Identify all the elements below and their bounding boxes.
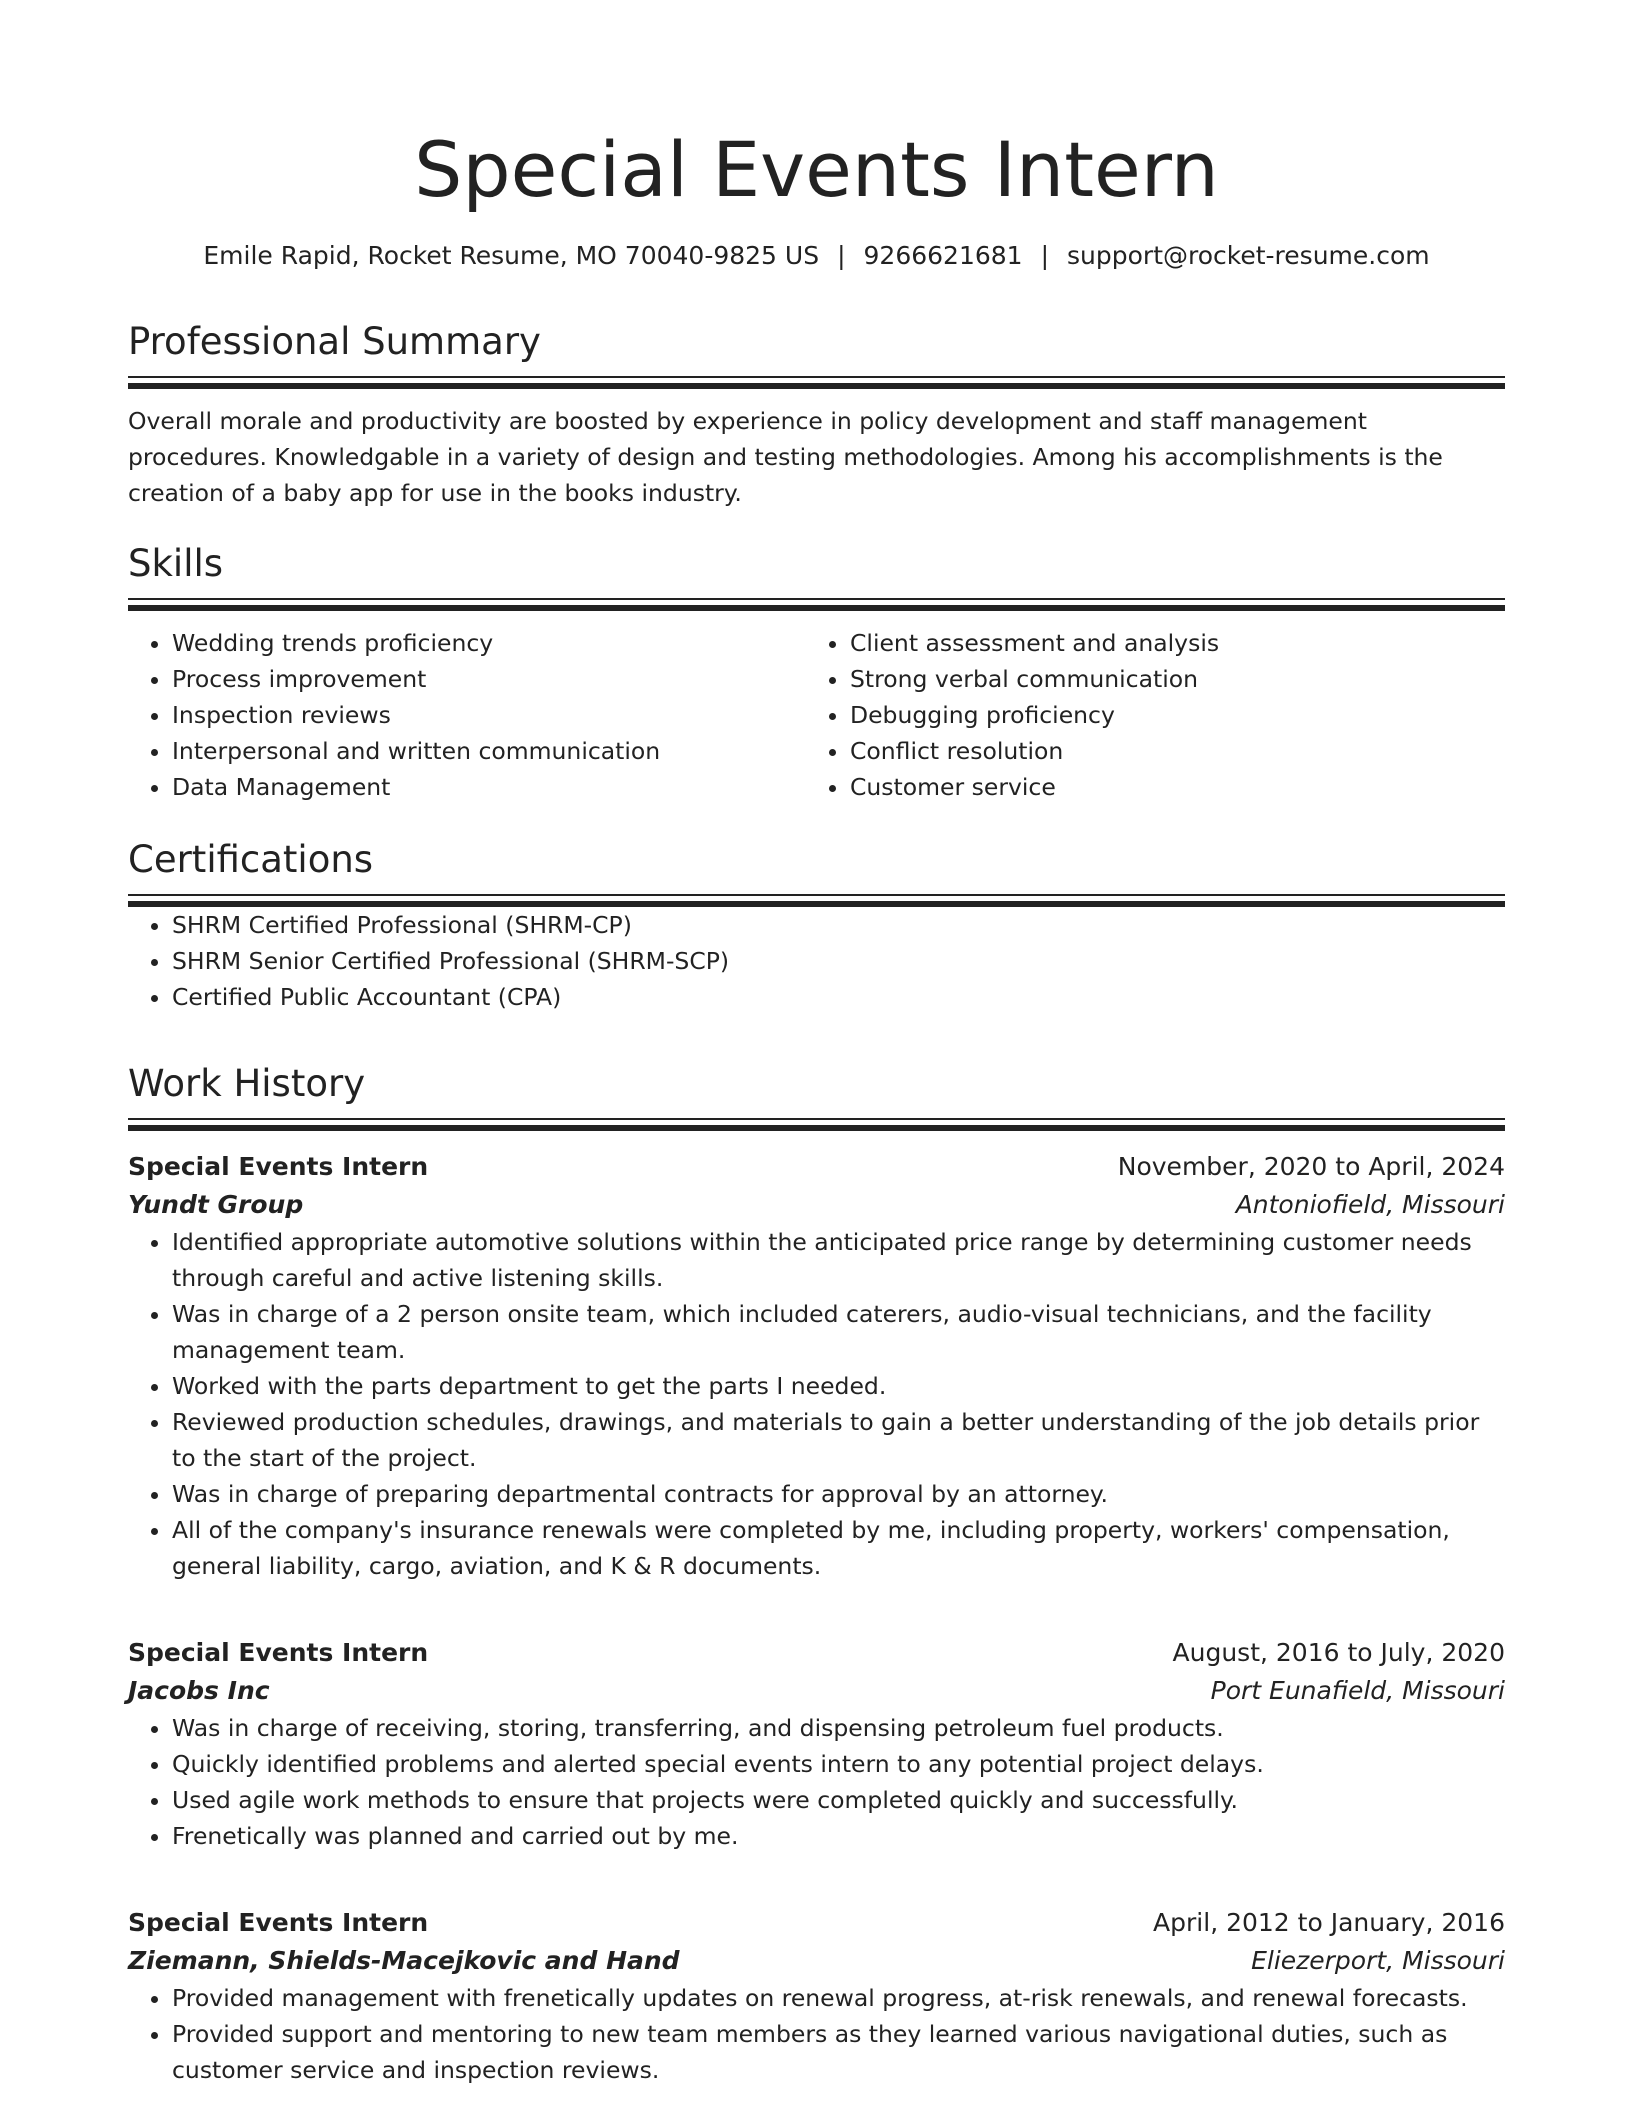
job-company-row xyxy=(128,1672,1505,1710)
contact-address: Emile Rapid, Rocket Resume, MO 70040-9825 US xyxy=(203,241,820,270)
job-company: Jacobs Inc xyxy=(128,1676,270,1705)
heading-rule-thick xyxy=(128,605,1505,611)
skills-column-right xyxy=(806,625,1484,805)
job-duty-item: • All of the company's insurance renewals were completed by me, including property, workers' compensation, general liability, cargo, aviation, and K & R documents. xyxy=(172,1512,1505,1584)
skill-item: • Customer service xyxy=(850,769,1484,805)
job-company-row xyxy=(128,1942,1505,1980)
skill-item: • Conflict resolution xyxy=(850,733,1484,769)
skills-list-right xyxy=(806,625,1484,805)
heading-rule xyxy=(128,376,1505,378)
heading-rule xyxy=(128,598,1505,600)
job-header-row xyxy=(128,1904,1505,1942)
section-heading: Professional Summary xyxy=(128,320,541,363)
job-duty-item: • Provided support and mentoring to new team members as they learned various navigational duties, such as customer service and inspection reviews. xyxy=(172,2016,1505,2088)
job-duty-item: • Reviewed production schedules, drawings, and materials to gain a better understanding of the job details prior to the start of the project. xyxy=(172,1404,1505,1476)
heading-rule xyxy=(128,1118,1505,1120)
certification-item: • SHRM Certified Professional (SHRM-CP) xyxy=(172,907,1505,943)
skill-item: • Interpersonal and written communication xyxy=(172,733,806,769)
job-duty-item: • Identified appropriate automotive solutions within the anticipated price range by determining customer needs through careful and active listening skills. xyxy=(172,1224,1505,1296)
skill-item: • Inspection reviews xyxy=(172,697,806,733)
job-duties-list xyxy=(128,1980,1505,2088)
contact-phone: 9266621681 xyxy=(863,241,1023,270)
job-duty-item: • Used agile work methods to ensure that projects were completed quickly and successfully. xyxy=(172,1782,1505,1818)
job-entry xyxy=(128,1148,1505,1584)
job-location: Port Eunafield, Missouri xyxy=(1210,1676,1505,1705)
section-heading: Certifications xyxy=(128,838,374,881)
job-title: Special Events Intern xyxy=(128,1152,429,1181)
work-history-section xyxy=(128,1058,1505,1131)
skill-item: • Debugging proficiency xyxy=(850,697,1484,733)
summary-text: Overall morale and productivity are boosted by experience in policy development and staff management procedures. Knowledgable in a variety of design and testing methodologies. Among his accomplishments is the creation of a baby app for use in the books industry. xyxy=(128,407,1443,507)
skill-item: • Process improvement xyxy=(172,661,806,697)
job-header-row xyxy=(128,1148,1505,1186)
skill-item: • Strong verbal communication xyxy=(850,661,1484,697)
job-company: Ziemann, Shields-Macejkovic and Hand xyxy=(128,1946,680,1975)
heading-rule-thick xyxy=(128,383,1505,389)
certifications-list xyxy=(128,907,1505,1015)
skills-section xyxy=(128,538,1505,805)
heading-rule-thick xyxy=(128,1125,1505,1131)
job-duty-item: • Worked with the parts department to get the parts I needed. xyxy=(172,1368,1505,1404)
contact-email: support@rocket-resume.com xyxy=(1067,241,1430,270)
skills-grid xyxy=(128,625,1505,805)
job-title: Special Events Intern xyxy=(128,1638,429,1667)
job-location: Antoniofield, Missouri xyxy=(1235,1190,1505,1219)
job-title: Special Events Intern xyxy=(128,1908,429,1937)
job-duty-item: • Was in charge of receiving, storing, transferring, and dispensing petroleum fuel products. xyxy=(172,1710,1505,1746)
job-duty-item: • Was in charge of preparing departmental contracts for approval by an attorney. xyxy=(172,1476,1505,1512)
job-company: Yundt Group xyxy=(128,1190,304,1219)
job-dates: April, 2012 to January, 2016 xyxy=(1153,1908,1505,1937)
contact-separator: | xyxy=(1040,241,1050,270)
summary-section xyxy=(128,316,1505,511)
resume-title: Special Events Intern xyxy=(414,125,1219,214)
contact-line xyxy=(128,236,1505,276)
contact-separator: | xyxy=(837,241,846,270)
job-duties-list xyxy=(128,1224,1505,1584)
job-duty-item: • Quickly identified problems and alerted special events intern to any potential project delays. xyxy=(172,1746,1505,1782)
job-dates: November, 2020 to April, 2024 xyxy=(1117,1152,1505,1181)
job-entry xyxy=(128,1904,1505,2088)
job-duty-item: • Provided management with frenetically updates on renewal progress, at-risk renewals, and renewal forecasts. xyxy=(172,1980,1505,2016)
job-entry xyxy=(128,1634,1505,1854)
skill-item: • Data Management xyxy=(172,769,806,805)
certifications-section xyxy=(128,834,1505,1015)
skills-column-left xyxy=(128,625,806,805)
job-duty-item: • Was in charge of a 2 person onsite team, which included caterers, audio-visual technicians, and the facility management team. xyxy=(172,1296,1505,1368)
certification-item: • SHRM Senior Certified Professional (SHRM-SCP) xyxy=(172,943,1505,979)
job-duties-list xyxy=(128,1710,1505,1854)
skill-item: • Wedding trends proficiency xyxy=(172,625,806,661)
skills-list-left xyxy=(128,625,806,805)
section-heading: Work History xyxy=(128,1062,366,1105)
section-heading: Skills xyxy=(128,542,224,585)
certification-item: • Certified Public Accountant (CPA) xyxy=(172,979,1505,1015)
skill-item: • Client assessment and analysis xyxy=(850,625,1484,661)
job-header-row xyxy=(128,1634,1505,1672)
job-company-row xyxy=(128,1186,1505,1224)
job-duty-item: • Frenetically was planned and carried out by me. xyxy=(172,1818,1505,1854)
heading-rule xyxy=(128,894,1505,896)
job-dates: August, 2016 to July, 2020 xyxy=(1172,1638,1505,1667)
job-location: Eliezerport, Missouri xyxy=(1251,1946,1505,1975)
